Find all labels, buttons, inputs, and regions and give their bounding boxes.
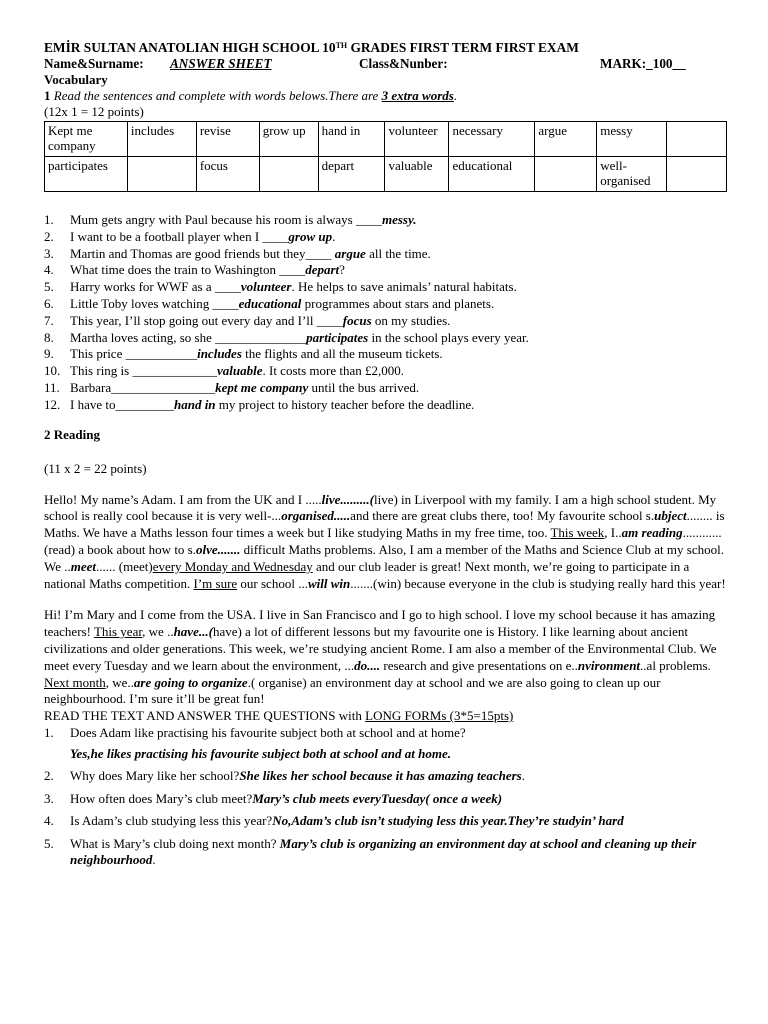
passage-text: Hi! I’m Mary and I come from the USA. I live in San Francisco and I go to high school. I love my school because it has amazing teachers!: [44, 607, 716, 640]
sentence-text: Martha loves acting, so she ______________: [70, 329, 307, 345]
passage-underlined: This year: [93, 624, 143, 640]
sentence-number: 4.: [44, 262, 54, 278]
reading-heading: 2 Reading: [44, 426, 100, 442]
word-cell: hand in: [318, 122, 385, 157]
passage-text: live) in Liverpool with my family. I am a high school student. My school is really cool because it is very well-...: [44, 491, 717, 524]
sentence-text-end: . He helps to save animals’ natural habitats.: [291, 279, 517, 295]
sentence-text-end: . It costs more than £2,000.: [262, 363, 405, 379]
sentence-number: 8.: [44, 329, 54, 345]
passage-text: .( organise) an environment day at school and we are also going to clean up our neighbourhood. I’m sure it’ll be great fun!: [44, 674, 661, 707]
student-info-row: [44, 56, 734, 72]
sentence-item: [44, 296, 734, 313]
answer-tail: .: [152, 852, 156, 868]
question-text: Is Adam’s club studying less this year?: [70, 813, 273, 829]
sentence-text-end: on my studies.: [371, 312, 451, 328]
sentence-number: 11.: [44, 379, 60, 395]
sentence-answer: messy.: [381, 212, 417, 227]
sentence-text-end: in the school plays every year.: [368, 329, 529, 345]
instruction-end: .: [453, 88, 458, 103]
word-bank-row: [45, 122, 727, 157]
sentence-text-end: .: [332, 228, 336, 244]
sentence-item: [44, 363, 734, 380]
sentence-text: Harry works for WWF as a ____: [70, 279, 241, 295]
word-cell: [667, 157, 727, 192]
passage-answer: am reading: [621, 525, 683, 541]
passage-answer: will win: [307, 575, 351, 591]
question-text: Does Adam like practising his favourite subject both at school and at home?: [70, 725, 466, 741]
passage-underlined: every Monday and Wednesday: [152, 558, 313, 574]
mary-passage: [44, 607, 734, 708]
question-number: 3.: [44, 790, 54, 806]
sentence-number: 10.: [44, 363, 61, 379]
word-bank-table: [44, 121, 727, 192]
passage-text: ........ is Maths. We have a Maths lesson four times a week but I like studying Maths in my free time, too.: [44, 508, 725, 541]
sentence-answer: depart: [305, 262, 340, 278]
passage-text: Hello! My name’s Adam. I am from the UK and I .....: [44, 491, 322, 507]
word-cell: messy: [597, 122, 667, 157]
sentence-answer: grow up: [288, 228, 333, 244]
exam-title: [44, 40, 734, 56]
word-cell: well-organised: [597, 157, 667, 192]
sentence-number: 3.: [44, 245, 54, 261]
sentence-text-end: the flights and all the museum tickets.: [241, 346, 443, 362]
sentence-number: 6.: [44, 295, 54, 311]
questions-title-text: READ THE TEXT AND ANSWER THE QUESTIONS with: [44, 708, 366, 724]
word-cell: volunteer: [385, 122, 449, 157]
sentence-item: [44, 313, 734, 330]
sentence-text: This year, I’ll stop going out every day and I’ll ____: [70, 312, 343, 328]
question-text: Why does Mary like her school?: [70, 768, 240, 784]
sentence-answer: volunteer: [240, 279, 292, 295]
sentence-text: Martin and Thomas are good friends but they____: [70, 245, 335, 261]
passage-text: and there are great clubs there, too! My favourite school s.: [350, 508, 655, 524]
sentence-text-end: ?: [339, 262, 345, 278]
sentence-number: 2.: [44, 228, 54, 244]
sentence-item: [44, 229, 734, 246]
sentence-item: [44, 246, 734, 263]
word-cell: necessary: [449, 122, 535, 157]
word-cell: [667, 122, 727, 157]
sentence-text: This price ___________: [70, 346, 198, 362]
vocabulary-points: (12x 1 = 12 points): [44, 104, 144, 119]
passage-underlined: I’m sure: [193, 575, 238, 591]
sentence-text-end: all the time.: [365, 245, 431, 261]
answer-text: Mary’s club is organizing an environment day at school and cleaning up their neighbourhood: [70, 835, 697, 868]
sentence-text: What time does the train to Washington ____: [70, 262, 306, 278]
word-cell: [535, 157, 597, 192]
word-cell: Kept me company: [45, 122, 128, 157]
instruction-extra-words: 3 extra words: [381, 88, 454, 103]
word-cell: valuable: [385, 157, 449, 192]
class-label: Class&Nunber:: [359, 56, 448, 71]
question-number: 4.: [44, 813, 54, 829]
sentence-text: I want to be a football player when I ____: [70, 228, 289, 244]
sentence-answer: kept me company: [215, 379, 309, 395]
question-number: 1.: [44, 725, 54, 741]
answer-text: No,Adam’s club isn’t studying less this year.They’re studyin’ hard: [272, 813, 624, 829]
answer-tail: .: [521, 768, 525, 784]
sentence-answer: participates: [306, 329, 369, 345]
sentence-answer: valuable: [216, 363, 263, 379]
passage-answer: do....: [354, 657, 381, 673]
word-cell: revise: [196, 122, 259, 157]
instruction-text: Read the sentences and complete with words belows.There are: [50, 88, 382, 103]
vocabulary-instruction: [44, 88, 734, 104]
title-text-end: GRADES FIRST TERM FIRST EXAM: [347, 40, 579, 55]
sentence-number: 12.: [44, 396, 61, 412]
name-label: Name&Surname:: [44, 56, 144, 71]
word-cell: depart: [318, 157, 385, 192]
title-text: EMİR SULTAN ANATOLIAN HIGH SCHOOL 10: [44, 40, 336, 55]
passage-text: research and give presentations on e..: [380, 657, 578, 673]
passage-text: ..al problems.: [640, 657, 711, 673]
word-cell: educational: [449, 157, 535, 192]
answer-sheet: [44, 40, 734, 869]
sentence-text: Little Toby loves watching ____: [70, 295, 239, 311]
sentence-text: I have to_________: [70, 396, 174, 412]
sentence-answer: includes: [197, 346, 242, 362]
question-item: [44, 836, 734, 869]
passage-underlined: This week: [550, 525, 605, 541]
answer-text: She likes her school because it has amazing teachers: [239, 768, 522, 784]
passage-answer: nvironment: [577, 657, 641, 673]
passage-answer: are going to organize: [133, 674, 248, 690]
passage-answer: live.........(: [321, 491, 374, 507]
sentence-text: Mum gets angry with Paul because his room is always ____: [70, 212, 382, 227]
vocabulary-heading: Vocabulary: [44, 72, 108, 87]
sentence-answer: focus: [342, 312, 372, 328]
sentence-number: 9.: [44, 346, 54, 362]
sentence-number: 5.: [44, 279, 54, 295]
title-superscript: TH: [335, 41, 348, 50]
answer-text: Mary’s club meets everyTuesday( once a week): [252, 790, 503, 806]
questions-title-underlined: LONG FORMs (3*5=15pts): [365, 708, 514, 724]
passage-text: have) a lot of different lessons but my favourite one is History. I like learning about ancient civilizations and older generations. This week, we’re studying ancient Rome. I am also a member of the Environmental Club. We meet every Tuesday and we learn about the environment, ...: [44, 624, 717, 673]
question-text: How often does Mary’s club meet?: [70, 790, 253, 806]
sentence-text: Barbara________________: [70, 379, 216, 395]
sentence-text-end: until the bus arrived.: [308, 379, 420, 395]
passage-answer: ubject: [654, 508, 687, 524]
passage-text: and our club leader is great! Next month, we’re going to participate in a national Maths competition.: [44, 558, 690, 591]
word-cell: includes: [127, 122, 196, 157]
sentence-number: 1.: [44, 212, 54, 227]
reading-points: (11 x 2 = 22 points): [44, 460, 147, 476]
word-bank-row: [45, 157, 727, 192]
sentence-answer: hand in: [173, 396, 216, 412]
answer-text: Yes,he likes practising his favourite subject both at school and at home.: [70, 745, 451, 761]
sentence-item: [44, 397, 734, 414]
sentence-text: This ring is _____________: [70, 363, 217, 379]
question-item: [44, 813, 734, 830]
passage-text: difficult Maths problems. Also, I am a member of the Maths and Science Club at my school. We ..: [44, 541, 724, 574]
question-number: 2.: [44, 768, 54, 784]
word-cell: argue: [535, 122, 597, 157]
word-cell: grow up: [259, 122, 318, 157]
sentence-item: [44, 380, 734, 397]
passage-text: our school ...: [237, 575, 308, 591]
passage-text: , we ..: [142, 624, 174, 640]
passage-text: , I..: [604, 525, 622, 541]
passage-answer: organised.....: [281, 508, 351, 524]
instruction-number: 1: [44, 88, 51, 103]
sentence-item: [44, 346, 734, 363]
question-number: 5.: [44, 835, 54, 851]
question-item: [44, 791, 734, 808]
passage-answer: have...(: [173, 624, 213, 640]
word-cell: participates: [45, 157, 128, 192]
vocabulary-sentences: [44, 212, 734, 414]
word-cell: [259, 157, 318, 192]
name-value: ANSWER SHEET: [170, 56, 272, 71]
sentence-item: [44, 279, 734, 296]
passage-text: we..: [109, 674, 134, 690]
question-item: [44, 768, 734, 785]
passage-text: ...... (meet): [96, 558, 153, 574]
questions-title: [44, 708, 734, 724]
sentence-text-end: programmes about stars and planets.: [301, 295, 495, 311]
question-item: [44, 725, 734, 742]
sentence-answer: argue: [334, 245, 366, 261]
passage-text: .......(win) because everyone in the club is studying really hard this year!: [350, 575, 726, 591]
question-text: What is Mary’s club doing next month?: [70, 835, 280, 851]
sentence-text-end: my project to history teacher before the deadline.: [215, 396, 475, 412]
word-cell: focus: [196, 157, 259, 192]
adam-passage: [44, 492, 734, 593]
questions-list: [44, 725, 734, 869]
sentence-item: [44, 262, 734, 279]
sentence-item: [44, 212, 734, 229]
sentence-item: [44, 330, 734, 347]
mark-label: MARK:_100__: [600, 56, 686, 71]
passage-text: ............(read) a book about how to s.: [44, 525, 722, 557]
passage-underlined: Next month,: [44, 674, 109, 690]
word-cell: [127, 157, 196, 192]
passage-answer: olve.......: [196, 541, 241, 557]
sentence-number: 7.: [44, 312, 54, 328]
sentence-answer: educational: [238, 295, 302, 311]
passage-answer: meet: [70, 558, 97, 574]
